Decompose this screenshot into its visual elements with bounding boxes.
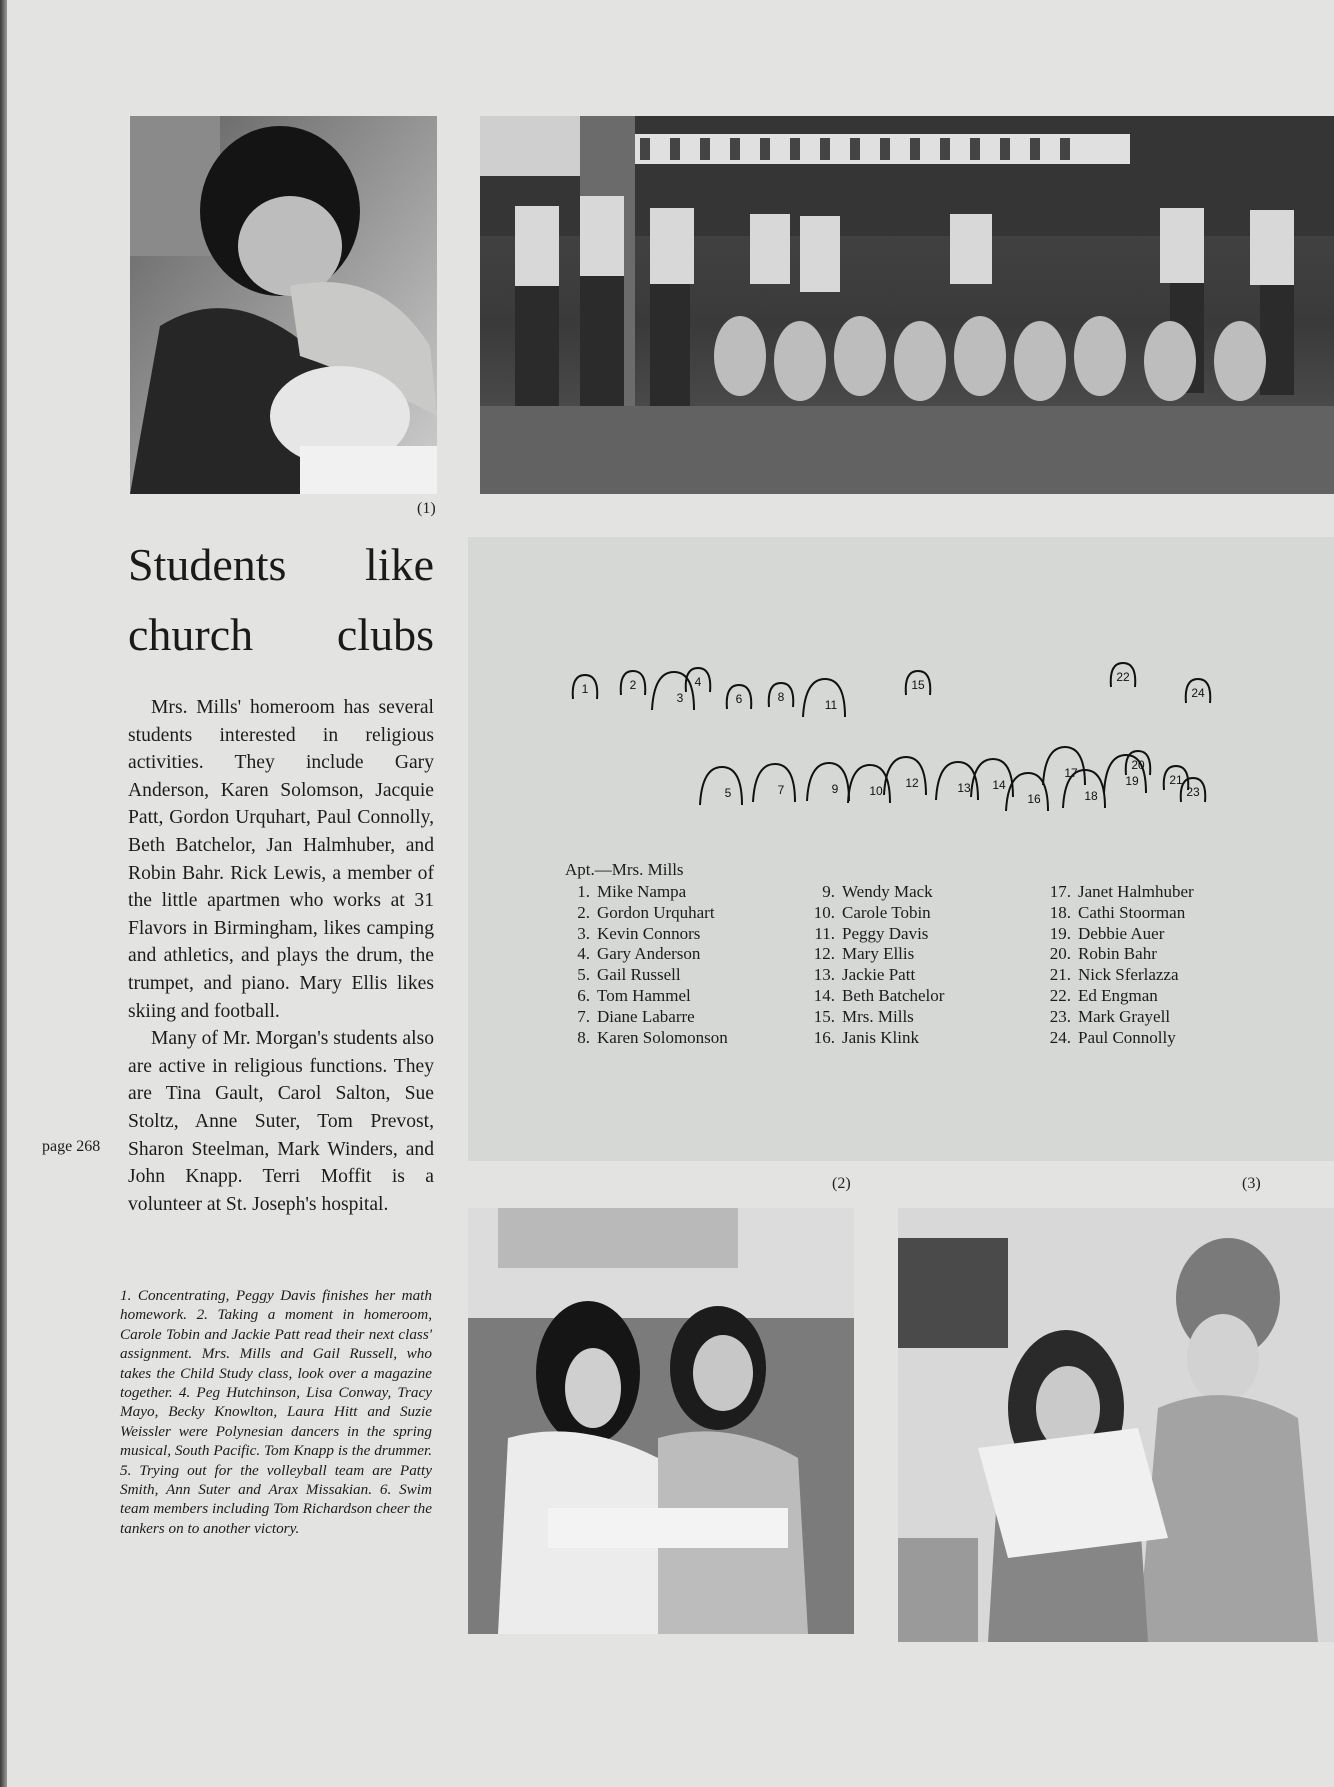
page-title: Students like church clubs [128,539,434,660]
article-body [128,694,434,1218]
roster-entry [568,944,728,965]
roster-entry [568,965,728,986]
roster-title: Apt.—Mrs. Mills [565,860,684,879]
key-number: 1 [581,682,589,696]
photo-reading-assignment [468,1208,854,1634]
key-number: 4 [694,675,702,689]
roster-number: 12. [813,944,835,964]
key-number: 6 [735,692,743,706]
key-number: 11 [824,698,838,712]
roster-name: Peggy Davis [842,923,929,943]
silhouette-key [468,537,1334,1161]
page-reference: page 268 [42,1138,101,1155]
key-number: 14 [992,778,1006,792]
key-number: 18 [1084,789,1098,803]
key-number: 7 [777,783,785,797]
key-number: 16 [1027,792,1041,806]
key-marker [884,757,926,795]
key-marker [686,668,711,692]
photo-homeroom-group [480,116,1334,494]
key-number: 10 [869,784,883,798]
roster-name: Cathi Stoorman [1078,902,1186,922]
roster-name: Ed Engman [1078,985,1158,1005]
roster-entry [568,1007,728,1028]
roster-name: Gail Russell [597,965,681,985]
photo-label-1: (1) [417,500,436,517]
key-marker [727,685,752,709]
key-marker [906,671,931,695]
roster-number: 23. [1049,1006,1071,1026]
key-marker [621,671,646,695]
photo-magazine-together [898,1208,1334,1642]
roster-entry [1041,944,1194,965]
roster-entry [568,903,728,924]
key-silhouette [753,764,795,802]
roster-entry [568,986,728,1007]
key-number: 21 [1169,773,1183,787]
roster-entry [1041,965,1194,986]
roster-number: 14. [813,985,835,1005]
key-number: 17 [1064,766,1078,780]
key-number: 3 [676,691,684,705]
roster-number: 22. [1049,985,1071,1005]
key-marker [1126,751,1151,775]
roster-number: 4. [577,944,590,964]
roster-name: Paul Connolly [1078,1027,1176,1047]
roster-entry [1041,986,1194,1007]
roster-number: 16. [813,1027,835,1047]
roster-name: Mrs. Mills [842,1006,914,1026]
roster-number: 19. [1049,923,1071,943]
key-number: 23 [1186,785,1200,799]
key-number: 15 [911,678,925,692]
roster-name: Gary Anderson [597,944,701,964]
roster-name: Tom Hammel [597,985,691,1005]
roster-entry [1041,903,1194,924]
key-number: 2 [629,678,637,692]
roster-entry [1041,1028,1194,1049]
roster-number: 20. [1049,944,1071,964]
key-marker [573,675,598,699]
key-marker [1181,778,1206,802]
roster-number: 13. [813,965,835,985]
key-number: 5 [724,786,732,800]
roster-name: Beth Batchelor [842,985,945,1005]
roster-number: 24. [1049,1027,1071,1047]
photo-label-3: (3) [1242,1175,1261,1192]
roster-number: 5. [577,965,590,985]
key-marker [1164,766,1189,790]
key-marker [700,767,742,805]
roster-column-3 [1041,882,1194,1048]
roster-number: 21. [1049,965,1071,985]
roster-number: 3. [577,923,590,943]
roster-name: Mark Grayell [1078,1006,1171,1026]
roster-number: 2. [577,902,590,922]
roster-name: Jackie Patt [842,965,916,985]
roster-number: 7. [577,1006,590,1026]
photo-captions: 1. Concentrating, Peggy Davis finishes her math homework. 2. Taking a moment in homeroom, Carole Tobin and Jackie Patt read their next class' assignment. Mrs. Mills and Gail Russell, who takes the Child Study class, look over a magazine together. 4. Peg Hutchinson, Lisa Conway, Tracy Mayo, Becky Knowlton, Laura Hitt and Suzie Weissler were Polynesian dancers in the spring musical, South Pacific. Tom Knapp is the drummer. 5. Trying out for the volleyball team are Patty Smith, Ann Suter and Arax Missakian. 6. Swim team members including Tom Richardson cheer the tankers on to another victory. [120,1287,432,1537]
roster-column-1 [568,882,728,1048]
key-marker [1186,679,1211,703]
key-number: 20 [1131,758,1145,772]
roster-entry [805,986,944,1007]
key-number: 22 [1116,670,1130,684]
key-marker [803,679,845,717]
roster-entry [568,1028,728,1049]
roster-number: 10. [813,902,835,922]
roster-entry [805,1028,944,1049]
roster-number: 18. [1049,902,1071,922]
key-marker [848,765,890,803]
roster-entry [805,944,944,965]
roster-entry [805,1007,944,1028]
roster-entry [805,965,944,986]
roster-number: 6. [577,985,590,1005]
roster-number: 15. [813,1006,835,1026]
photo-concentrating-student [130,116,437,494]
identification-key-panel [468,537,1334,1161]
roster-name: Mary Ellis [842,944,915,964]
roster-number: 8. [577,1027,590,1047]
roster-number: 17. [1049,882,1071,901]
roster-column-2 [805,882,944,1048]
body-paragraph: Mrs. Mills' homeroom has several students interested in religious activities. They include Gary Anderson, Karen Solomson, Jacquie Patt, Gordon Urquhart, Paul Connolly, Beth Batchelor, Jan Halmhuber, and Robin Bahr. Rick Lewis, a member of the little apartmen who works at 31 Flavors in Birmingham, likes camping and athletics, and plays the drum, the trumpet, and piano. Mary Ellis likes skiing and football. [128,697,434,1022]
key-marker [1043,747,1085,785]
key-silhouette [652,672,694,710]
photo-label-2: (2) [832,1175,851,1192]
roster-entry [805,882,944,903]
key-number: 8 [777,690,785,704]
roster-entry [568,882,728,903]
key-number: 9 [831,782,839,796]
key-number: 24 [1191,686,1205,700]
roster-name: Gordon Urquhart [597,902,715,922]
key-marker [807,763,849,801]
roster-name: Diane Labarre [597,1006,695,1026]
roster-number: 11. [814,923,835,943]
roster-name: Kevin Connors [597,923,701,943]
roster-number: 1. [577,882,590,901]
roster-name: Nick Sferlazza [1078,965,1179,985]
roster-number: 9. [822,882,835,901]
roster-name: Karen Solomonson [597,1027,728,1047]
key-number: 12 [905,776,919,790]
roster-entry [1041,924,1194,945]
roster-entry [805,903,944,924]
roster-name: Wendy Mack [842,882,933,901]
key-silhouette [807,763,849,801]
roster-name: Robin Bahr [1078,944,1157,964]
roster-entry [805,924,944,945]
roster-name: Debbie Auer [1078,923,1165,943]
key-number: 19 [1125,774,1139,788]
roster-entry [1041,882,1194,903]
roster-name: Mike Nampa [597,882,687,901]
roster-entry [568,924,728,945]
body-paragraph: Many of Mr. Morgan's students also are active in religious functions. They are Tina Gault, Carol Salton, Sue Stoltz, Anne Suter, Tom Prevost, Sharon Steelman, Mark Winders, and John Knapp. Terri Moffit is a volunteer at St. Joseph's hospital. [128,1028,434,1215]
key-marker [753,764,795,802]
key-marker [652,672,694,710]
roster-name: Carole Tobin [842,902,931,922]
key-marker [1111,663,1136,687]
roster-entry [1041,1007,1194,1028]
key-number: 13 [957,781,971,795]
roster-name: Janet Halmhuber [1078,882,1194,901]
roster-name: Janis Klink [842,1027,919,1047]
page-spine [0,0,7,1787]
key-silhouette [700,767,742,805]
key-marker [769,683,794,707]
